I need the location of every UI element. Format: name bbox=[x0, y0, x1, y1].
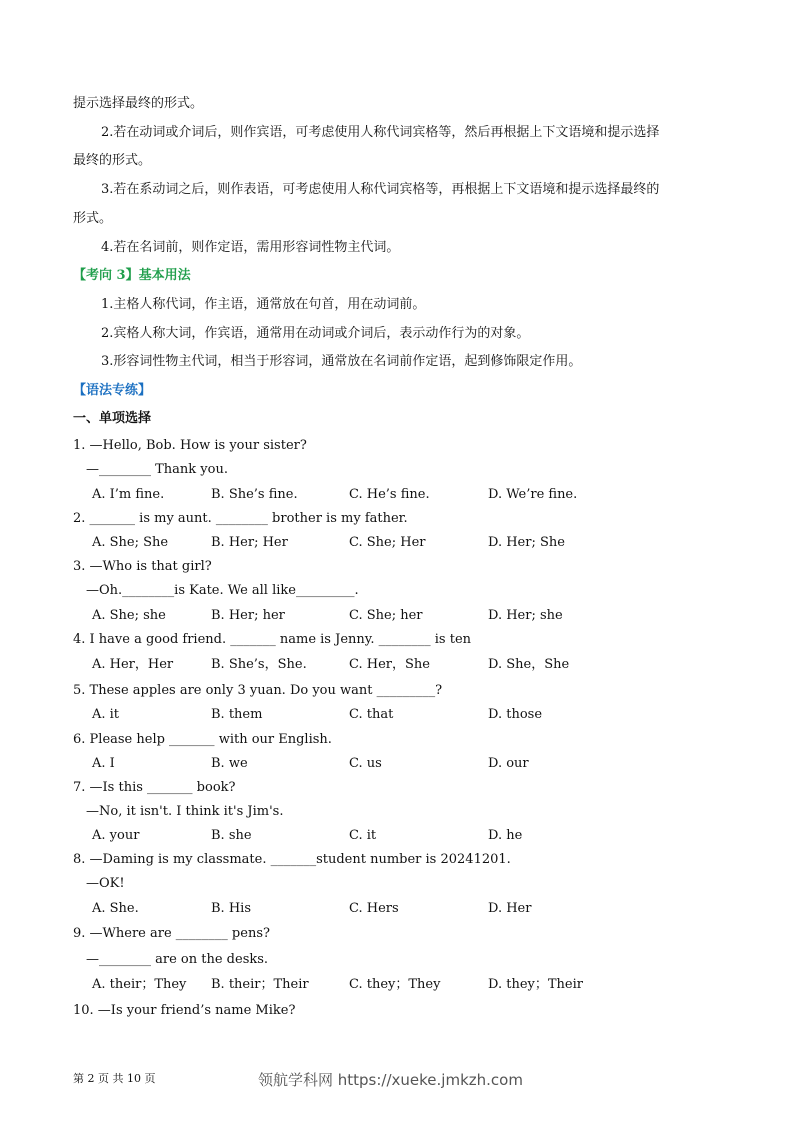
question-3-option-d: D. Her; she bbox=[488, 608, 563, 623]
question-5-option-c: C. that bbox=[349, 707, 394, 722]
question-7-option-c: C. it bbox=[349, 828, 377, 843]
question-1-option-a: A. I’m fine. bbox=[92, 487, 165, 502]
question-5-option-b: B. them bbox=[211, 707, 263, 722]
paragraph-1-tail: 提示选择最终的形式。 bbox=[73, 96, 204, 111]
question-10-stem: 10. —Is your friend’s name Mike? bbox=[73, 1003, 296, 1018]
question-3-stem: 3. —Who is that girl? bbox=[73, 559, 212, 574]
question-2-option-c: C. She; Her bbox=[349, 535, 426, 550]
question-5-option-a: A. it bbox=[92, 707, 120, 722]
question-8-option-c: C. Hers bbox=[349, 901, 399, 916]
question-7-option-b: B. she bbox=[211, 828, 252, 843]
question-8-option-b: B. His bbox=[211, 901, 251, 916]
page-number: 第 2 页 共 10 页 bbox=[73, 1072, 156, 1085]
section-3-item-3: 3.形容词性物主代词，相当于形容词，通常放在名词前作定语，起到修饰限定作用。 bbox=[101, 354, 582, 369]
question-4-option-c: C. Her，She bbox=[349, 657, 430, 672]
section-3-item-1: 1.主格人称代词，作主语，通常放在句首，用在动词前。 bbox=[101, 297, 426, 312]
question-6-option-c: C. us bbox=[349, 756, 382, 771]
paragraph-3-line-1: 3.若在系动词之后，则作表语，可考虑使用人称代词宾格等，再根据上下文语境和提示选择最终的 bbox=[101, 182, 660, 197]
question-8-stem: 8. —Daming is my classmate. _______student number is 20241201. bbox=[73, 852, 511, 867]
paragraph-2-line-1: 2.若在动词或介词后，则作宾语，可考虑使用人称代词宾格等，然后再根据上下文语境和提示选择 bbox=[101, 125, 660, 140]
practice-title: 【语法专练】 bbox=[73, 383, 152, 398]
question-8-line-2: —OK! bbox=[86, 876, 125, 891]
question-4-option-a: A. Her，Her bbox=[92, 657, 174, 672]
watermark: 领航学科网 https://xueke.jmkzh.com bbox=[258, 1071, 523, 1089]
question-1-option-b: B. She’s fine. bbox=[211, 487, 298, 502]
question-2-stem: 2. _______ is my aunt. ________ brother is my father. bbox=[73, 511, 408, 526]
question-7-line-2: —No, it isn't. I think it's Jim's. bbox=[86, 804, 284, 819]
question-7-stem: 7. —Is this _______ book? bbox=[73, 780, 236, 795]
question-5-option-d: D. those bbox=[488, 707, 543, 722]
question-2-option-a: A. She; She bbox=[92, 535, 169, 550]
question-9-option-d: D. they；Their bbox=[488, 977, 583, 992]
question-3-line-2: —Oh.________is Kate. We all like_________. bbox=[86, 583, 359, 598]
question-9-option-c: C. they；They bbox=[349, 977, 441, 992]
question-4-option-b: B. She’s，She. bbox=[211, 657, 307, 672]
question-1-line-2: —________ Thank you. bbox=[86, 462, 228, 477]
paragraph-4: 4.若在名词前，则作定语，需用形容词性物主代词。 bbox=[101, 240, 400, 255]
question-1-stem: 1. —Hello, Bob. How is your sister? bbox=[73, 438, 307, 453]
question-2-option-d: D. Her; She bbox=[488, 535, 565, 550]
section-3-item-2: 2.宾格人称大词，作宾语，通常用在动词或介词后，表示动作行为的对象。 bbox=[101, 326, 530, 341]
question-9-line-2: —________ are on the desks. bbox=[86, 952, 269, 967]
paragraph-2-line-2: 最终的形式。 bbox=[73, 153, 152, 168]
question-8-option-a: A. She. bbox=[92, 901, 139, 916]
question-1-option-d: D. We’re fine. bbox=[488, 487, 578, 502]
question-8-option-d: D. Her bbox=[488, 901, 532, 916]
question-6-option-d: D. our bbox=[488, 756, 529, 771]
paragraph-3-line-2: 形式。 bbox=[73, 211, 113, 226]
question-4-stem: 4. I have a good friend. _______ name is Jenny. ________ is ten bbox=[73, 632, 472, 647]
question-9-option-a: A. their；They bbox=[92, 977, 187, 992]
section-3-title: 【考向 3】基本用法 bbox=[73, 268, 191, 283]
question-1-option-c: C. He’s fine. bbox=[349, 487, 430, 502]
question-3-option-a: A. She; she bbox=[92, 608, 166, 623]
question-9-option-b: B. their；Their bbox=[211, 977, 309, 992]
question-7-option-a: A. your bbox=[92, 828, 140, 843]
question-9-stem: 9. —Where are ________ pens? bbox=[73, 926, 270, 941]
question-6-option-b: B. we bbox=[211, 756, 248, 771]
question-5-stem: 5. These apples are only 3 yuan. Do you want _________? bbox=[73, 683, 443, 698]
question-3-option-c: C. She; her bbox=[349, 608, 423, 623]
question-6-stem: 6. Please help _______ with our English. bbox=[73, 732, 332, 747]
question-7-option-d: D. he bbox=[488, 828, 523, 843]
question-3-option-b: B. Her; her bbox=[211, 608, 285, 623]
question-2-option-b: B. Her; Her bbox=[211, 535, 288, 550]
part-title: 一、单项选择 bbox=[73, 411, 152, 426]
question-4-option-d: D. She，She bbox=[488, 657, 570, 672]
question-6-option-a: A. I bbox=[92, 756, 115, 771]
